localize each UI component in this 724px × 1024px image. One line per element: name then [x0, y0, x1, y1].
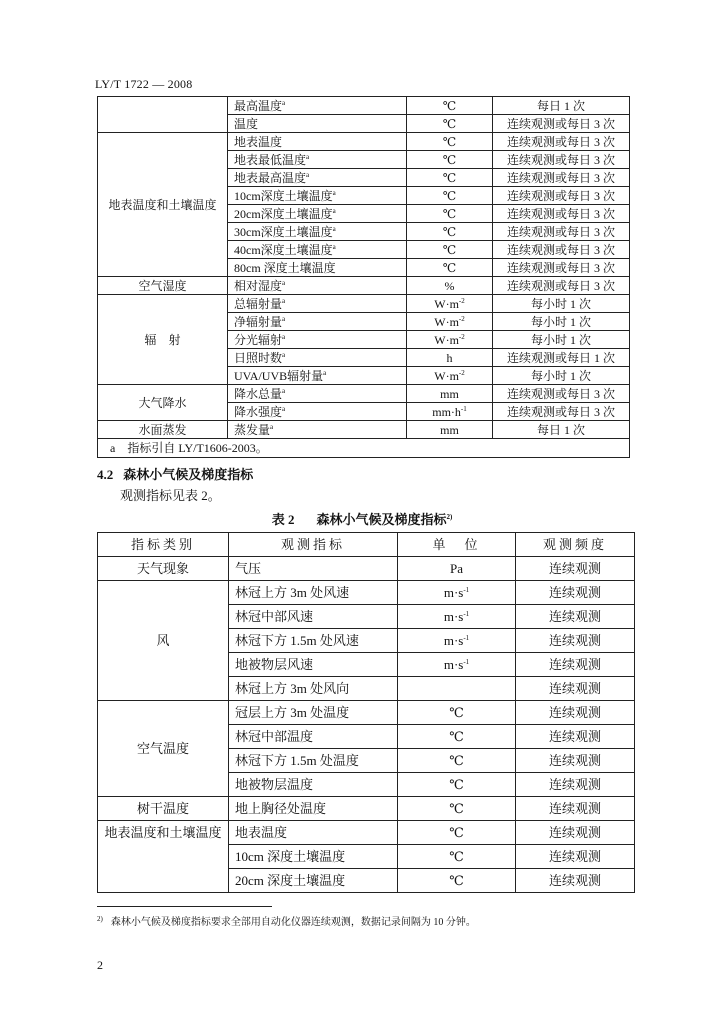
- unit-cell: $m\cdot s^{-1}$: [398, 605, 516, 629]
- indicator-cell: 分光辐射$^a$: [228, 331, 407, 349]
- indicator-cell: 地上胸径处温度: [229, 797, 398, 821]
- indicator-cell: 冠层上方 3m 处温度: [229, 701, 398, 725]
- frequency-cell: 连续观测: [516, 701, 635, 725]
- table-row: [98, 557, 635, 581]
- category-cell: 树干温度: [98, 797, 229, 821]
- frequency-cell: 连续观测: [516, 773, 635, 797]
- page-number: 2: [97, 958, 103, 972]
- category-cell: 辐 射: [98, 295, 228, 385]
- indicator-cell: 林冠下方 1.5m 处温度: [229, 749, 398, 773]
- indicator-cell: 总辐射量$^a$: [228, 295, 407, 313]
- indicator-cell: 相对湿度$^a$: [228, 277, 407, 295]
- indicator-cell: 林冠上方 3m 处风速: [229, 581, 398, 605]
- unit-cell: ℃: [407, 205, 493, 223]
- indicator-cell: 地被物层风速: [229, 653, 398, 677]
- section-heading: 4.2 森林小气候及梯度指标: [97, 467, 254, 482]
- indicator-cell: 降水总量$^a$: [228, 385, 407, 403]
- frequency-cell: 连续观测: [516, 845, 635, 869]
- unit-cell: ℃: [407, 115, 493, 133]
- frequency-cell: 连续观测: [516, 869, 635, 893]
- indicator-cell: 最高温度$^a$: [228, 97, 407, 115]
- section-text: 观测指标见表 2。: [120, 488, 221, 503]
- category-cell: [98, 97, 228, 133]
- indicator-cell: 80cm 深度土壤温度: [228, 259, 407, 277]
- frequency-cell: 连续观测或每日 1 次: [493, 349, 630, 367]
- unit-cell: Pa: [398, 557, 516, 581]
- unit-cell: ℃: [407, 133, 493, 151]
- unit-cell: ℃: [398, 845, 516, 869]
- indicator-cell: 林冠下方 1.5m 处风速: [229, 629, 398, 653]
- unit-cell: mm: [407, 421, 493, 439]
- unit-cell: ℃: [407, 187, 493, 205]
- category-cell: 天气现象: [98, 557, 229, 581]
- indicator-cell: 气压: [229, 557, 398, 581]
- unit-cell: ℃: [398, 725, 516, 749]
- frequency-cell: 连续观测或每日 3 次: [493, 151, 630, 169]
- indicator-table-continued: [97, 96, 630, 458]
- frequency-cell: 连续观测或每日 3 次: [493, 169, 630, 187]
- indicator-cell: 地被物层温度: [229, 773, 398, 797]
- unit-cell: $m\cdot s^{-1}$: [398, 581, 516, 605]
- indicator-cell: 40cm深度土壤温度$^a$: [228, 241, 407, 259]
- frequency-cell: 连续观测或每日 3 次: [493, 223, 630, 241]
- indicator-cell: 净辐射量$^a$: [228, 313, 407, 331]
- indicator-cell: 地表温度: [229, 821, 398, 845]
- frequency-cell: 连续观测: [516, 629, 635, 653]
- unit-cell: ℃: [407, 151, 493, 169]
- table-note-row: [98, 439, 630, 458]
- unit-cell: $W\cdot m^{-2}$: [407, 331, 493, 349]
- unit-cell: ℃: [398, 773, 516, 797]
- frequency-cell: 连续观测: [516, 677, 635, 701]
- column-header: 观测频度: [516, 533, 635, 557]
- unit-cell: ℃: [407, 241, 493, 259]
- category-cell: 地表温度和土壤温度: [98, 821, 229, 893]
- unit-cell: ℃: [398, 869, 516, 893]
- table-row: [98, 797, 635, 821]
- indicator-cell: 10cm 深度土壤温度: [229, 845, 398, 869]
- unit-cell: ℃: [407, 259, 493, 277]
- table-row: [98, 295, 630, 313]
- indicator-cell: 20cm 深度土壤温度: [229, 869, 398, 893]
- indicator-cell: 降水强度$^a$: [228, 403, 407, 421]
- frequency-cell: 连续观测或每日 3 次: [493, 133, 630, 151]
- unit-cell: ℃: [407, 97, 493, 115]
- indicator-cell: 温度: [228, 115, 407, 133]
- indicator-cell: UVA/UVB辐射量$^a$: [228, 367, 407, 385]
- footnote: $^{2)}$ 森林小气候及梯度指标要求全部用自动化仪器连续观测，数据记录间隔为 10 分钟。: [97, 915, 476, 928]
- table-row: [98, 97, 630, 115]
- table-row: [98, 821, 635, 845]
- indicator-cell: 20cm深度土壤温度$^a$: [228, 205, 407, 223]
- table-row: [98, 133, 630, 151]
- category-cell: 空气温度: [98, 701, 229, 797]
- unit-cell: %: [407, 277, 493, 295]
- category-cell: 风: [98, 581, 229, 701]
- frequency-cell: 每小时 1 次: [493, 313, 630, 331]
- unit-cell: $m\cdot s^{-1}$: [398, 653, 516, 677]
- frequency-cell: 连续观测或每日 3 次: [493, 403, 630, 421]
- frequency-cell: 连续观测: [516, 821, 635, 845]
- table-row: [98, 277, 630, 295]
- category-cell: 大气降水: [98, 385, 228, 421]
- footnote-divider: [97, 906, 272, 907]
- unit-cell: $W\cdot m^{-2}$: [407, 367, 493, 385]
- table-row: [98, 385, 630, 403]
- unit-cell: ℃: [398, 797, 516, 821]
- indicator-cell: 林冠中部风速: [229, 605, 398, 629]
- frequency-cell: 连续观测: [516, 605, 635, 629]
- frequency-cell: 连续观测: [516, 653, 635, 677]
- unit-cell: [398, 677, 516, 701]
- indicator-cell: 地表最高温度$^a$: [228, 169, 407, 187]
- frequency-cell: 连续观测: [516, 557, 635, 581]
- column-header: 指标类别: [98, 533, 229, 557]
- category-cell: 空气湿度: [98, 277, 228, 295]
- unit-cell: ℃: [398, 749, 516, 773]
- frequency-cell: 连续观测或每日 3 次: [493, 205, 630, 223]
- frequency-cell: 连续观测: [516, 725, 635, 749]
- frequency-cell: 每日 1 次: [493, 97, 630, 115]
- column-header: 观测指标: [229, 533, 398, 557]
- indicator-cell: 10cm深度土壤温度$^a$: [228, 187, 407, 205]
- frequency-cell: 每小时 1 次: [493, 331, 630, 349]
- category-cell: 地表温度和土壤温度: [98, 133, 228, 277]
- unit-cell: ℃: [398, 821, 516, 845]
- unit-cell: ℃: [407, 223, 493, 241]
- frequency-cell: 连续观测或每日 3 次: [493, 259, 630, 277]
- frequency-cell: 连续观测或每日 3 次: [493, 385, 630, 403]
- unit-cell: $mm\cdot h^{-1}$: [407, 403, 493, 421]
- indicator-cell: 林冠中部温度: [229, 725, 398, 749]
- unit-cell: mm: [407, 385, 493, 403]
- frequency-cell: 每小时 1 次: [493, 295, 630, 313]
- unit-cell: h: [407, 349, 493, 367]
- unit-cell: $W\cdot m^{-2}$: [407, 295, 493, 313]
- table-row: [98, 581, 635, 605]
- indicator-cell: 地表最低温度$^a$: [228, 151, 407, 169]
- frequency-cell: 连续观测: [516, 749, 635, 773]
- frequency-cell: 连续观测或每日 3 次: [493, 241, 630, 259]
- page-header: LY/T 1722 — 2008: [95, 77, 193, 91]
- category-cell: 水面蒸发: [98, 421, 228, 439]
- frequency-cell: 每日 1 次: [493, 421, 630, 439]
- table-header-row: [98, 533, 635, 557]
- indicator-cell: 蒸发量$^a$: [228, 421, 407, 439]
- frequency-cell: 连续观测: [516, 581, 635, 605]
- table-note: a 指标引自 LY/T1606-2003。: [98, 439, 630, 458]
- column-header: 单 位: [398, 533, 516, 557]
- frequency-cell: 连续观测: [516, 797, 635, 821]
- indicator-cell: 地表温度: [228, 133, 407, 151]
- frequency-cell: 连续观测或每日 3 次: [493, 115, 630, 133]
- indicator-cell: 日照时数$^a$: [228, 349, 407, 367]
- unit-cell: $W\cdot m^{-2}$: [407, 313, 493, 331]
- table-row: [98, 421, 630, 439]
- frequency-cell: 每小时 1 次: [493, 367, 630, 385]
- indicator-cell: 林冠上方 3m 处风向: [229, 677, 398, 701]
- table-row: [98, 701, 635, 725]
- table-caption: 表 2 森林小气候及梯度指标$^{2)}$: [271, 512, 453, 527]
- frequency-cell: 连续观测或每日 3 次: [493, 187, 630, 205]
- unit-cell: ℃: [398, 701, 516, 725]
- forest-microclimate-table: [97, 532, 635, 893]
- frequency-cell: 连续观测或每日 3 次: [493, 277, 630, 295]
- indicator-cell: 30cm深度土壤温度$^a$: [228, 223, 407, 241]
- unit-cell: $m\cdot s^{-1}$: [398, 629, 516, 653]
- unit-cell: ℃: [407, 169, 493, 187]
